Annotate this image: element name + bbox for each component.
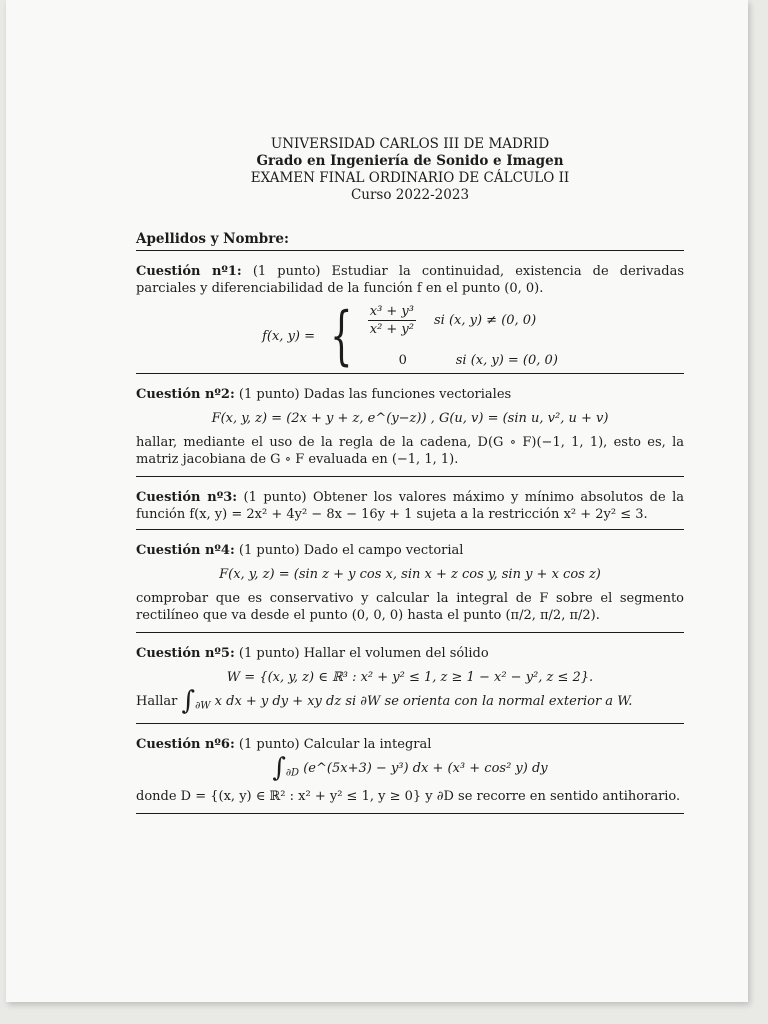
question-text: hallar, mediante el uso de la regla de la cadena, D(G ∘ F)(−1, 1, 1), esto es, la matriz jacobiana de G ∘ F evaluada en (−1, 1, 1).	[136, 435, 684, 467]
question-text: comprobar que es conservativo y calcular la integral de F sobre el segmento rectilíneo que va desde el punto (0, 0, 0) hasta el punto (π/2, π/2, π/2).	[136, 591, 684, 623]
divider	[136, 373, 684, 374]
question-text: x dx + y dy + xy dz si ∂W se orienta con la normal exterior a W.	[214, 694, 633, 709]
question-title: Cuestión nº1:	[136, 264, 242, 279]
question-title: Cuestión nº6:	[136, 736, 235, 752]
case-condition: si (x, y) ≠ (0, 0)	[434, 313, 537, 328]
formula: F(x, y, z) = (sin z + y cos x, sin x + z cos y, sin y + x cos z)	[219, 567, 601, 582]
question-text: donde D = {(x, y) ∈ ℝ² : x² + y² ≤ 1, y ≥ 0} y ∂D se recorre en sentido antihorario.	[136, 789, 681, 805]
name-label: Apellidos y Nombre:	[136, 231, 289, 247]
divider	[136, 813, 684, 814]
formula: (e^(5x+3) − y³) dx + (x³ + cos² y) dy	[303, 760, 548, 776]
question-text: (1 punto) Dadas las funciones vectoriales	[238, 387, 512, 402]
integral-sign: ∫	[272, 752, 286, 783]
fraction	[368, 303, 416, 338]
function-lhs: f(x, y) =	[262, 328, 316, 344]
divider	[136, 529, 684, 530]
question-title: Cuestión nº2:	[136, 387, 235, 402]
fraction-denominator: x² + y²	[369, 322, 414, 337]
question-2	[136, 386, 684, 477]
formula: F(x, y, z) = (2x + y + z, e^(y−z)) , G(u, v) = (sin u, v², u + v)	[211, 411, 609, 426]
course-year: Curso 2022-2023	[350, 187, 470, 203]
exam-title: EXAMEN FINAL ORDINARIO DE CÁLCULO II	[250, 170, 570, 186]
exam-paper	[6, 0, 748, 1002]
case-condition: si (x, y) = (0, 0)	[455, 353, 558, 368]
question-1	[136, 263, 684, 374]
fraction-numerator: x³ + y³	[369, 304, 414, 319]
exam-sheet	[136, 136, 684, 814]
question-title: Cuestión nº3:	[136, 490, 238, 505]
divider	[136, 723, 684, 724]
integral-sign: ∫	[181, 686, 196, 716]
question-text: (1 punto) Obtener los valores máximo y mínimo absolutos de la función f(x, y) = 2x² + 4y² − 8x − 16y + 1 sujeta a la restricción x² + 2y² ≤ 3.	[136, 490, 684, 522]
case-value: 0	[398, 353, 407, 368]
question-6	[136, 736, 684, 815]
question-3	[136, 489, 684, 530]
question-text: (1 punto) Calcular la integral	[238, 736, 432, 752]
divider	[136, 250, 684, 251]
question-4	[136, 542, 684, 633]
question-text: Hallar	[136, 694, 178, 709]
question-text: (1 punto) Hallar el volumen del sólido	[238, 646, 489, 661]
divider	[136, 476, 684, 477]
question-title: Cuestión nº5:	[136, 646, 235, 661]
integral-subscript: ∂D	[285, 767, 300, 779]
question-text: (1 punto) Dado el campo vectorial	[238, 543, 464, 558]
formula: W = {(x, y, z) ∈ ℝ³ : x² + y² ≤ 1, z ≥ 1 − x² − y², z ≤ 2}.	[226, 670, 594, 685]
university-name: UNIVERSIDAD CARLOS III DE MADRID	[270, 136, 550, 152]
piecewise-function	[136, 299, 684, 373]
integral-formula	[136, 752, 684, 783]
left-brace: {	[330, 299, 353, 373]
question-text: (1 punto) Estudiar la continuidad, existencia de derivadas parciales y diferenciabilidad de la función f en el punto (0, 0).	[136, 264, 684, 296]
exam-header	[136, 136, 684, 204]
degree-name: Grado en Ingeniería de Sonido e Imagen	[256, 153, 564, 169]
integral-subscript: ∂W	[195, 700, 211, 712]
divider	[136, 632, 684, 633]
question-title: Cuestión nº4:	[136, 543, 235, 558]
question-5	[136, 645, 684, 724]
